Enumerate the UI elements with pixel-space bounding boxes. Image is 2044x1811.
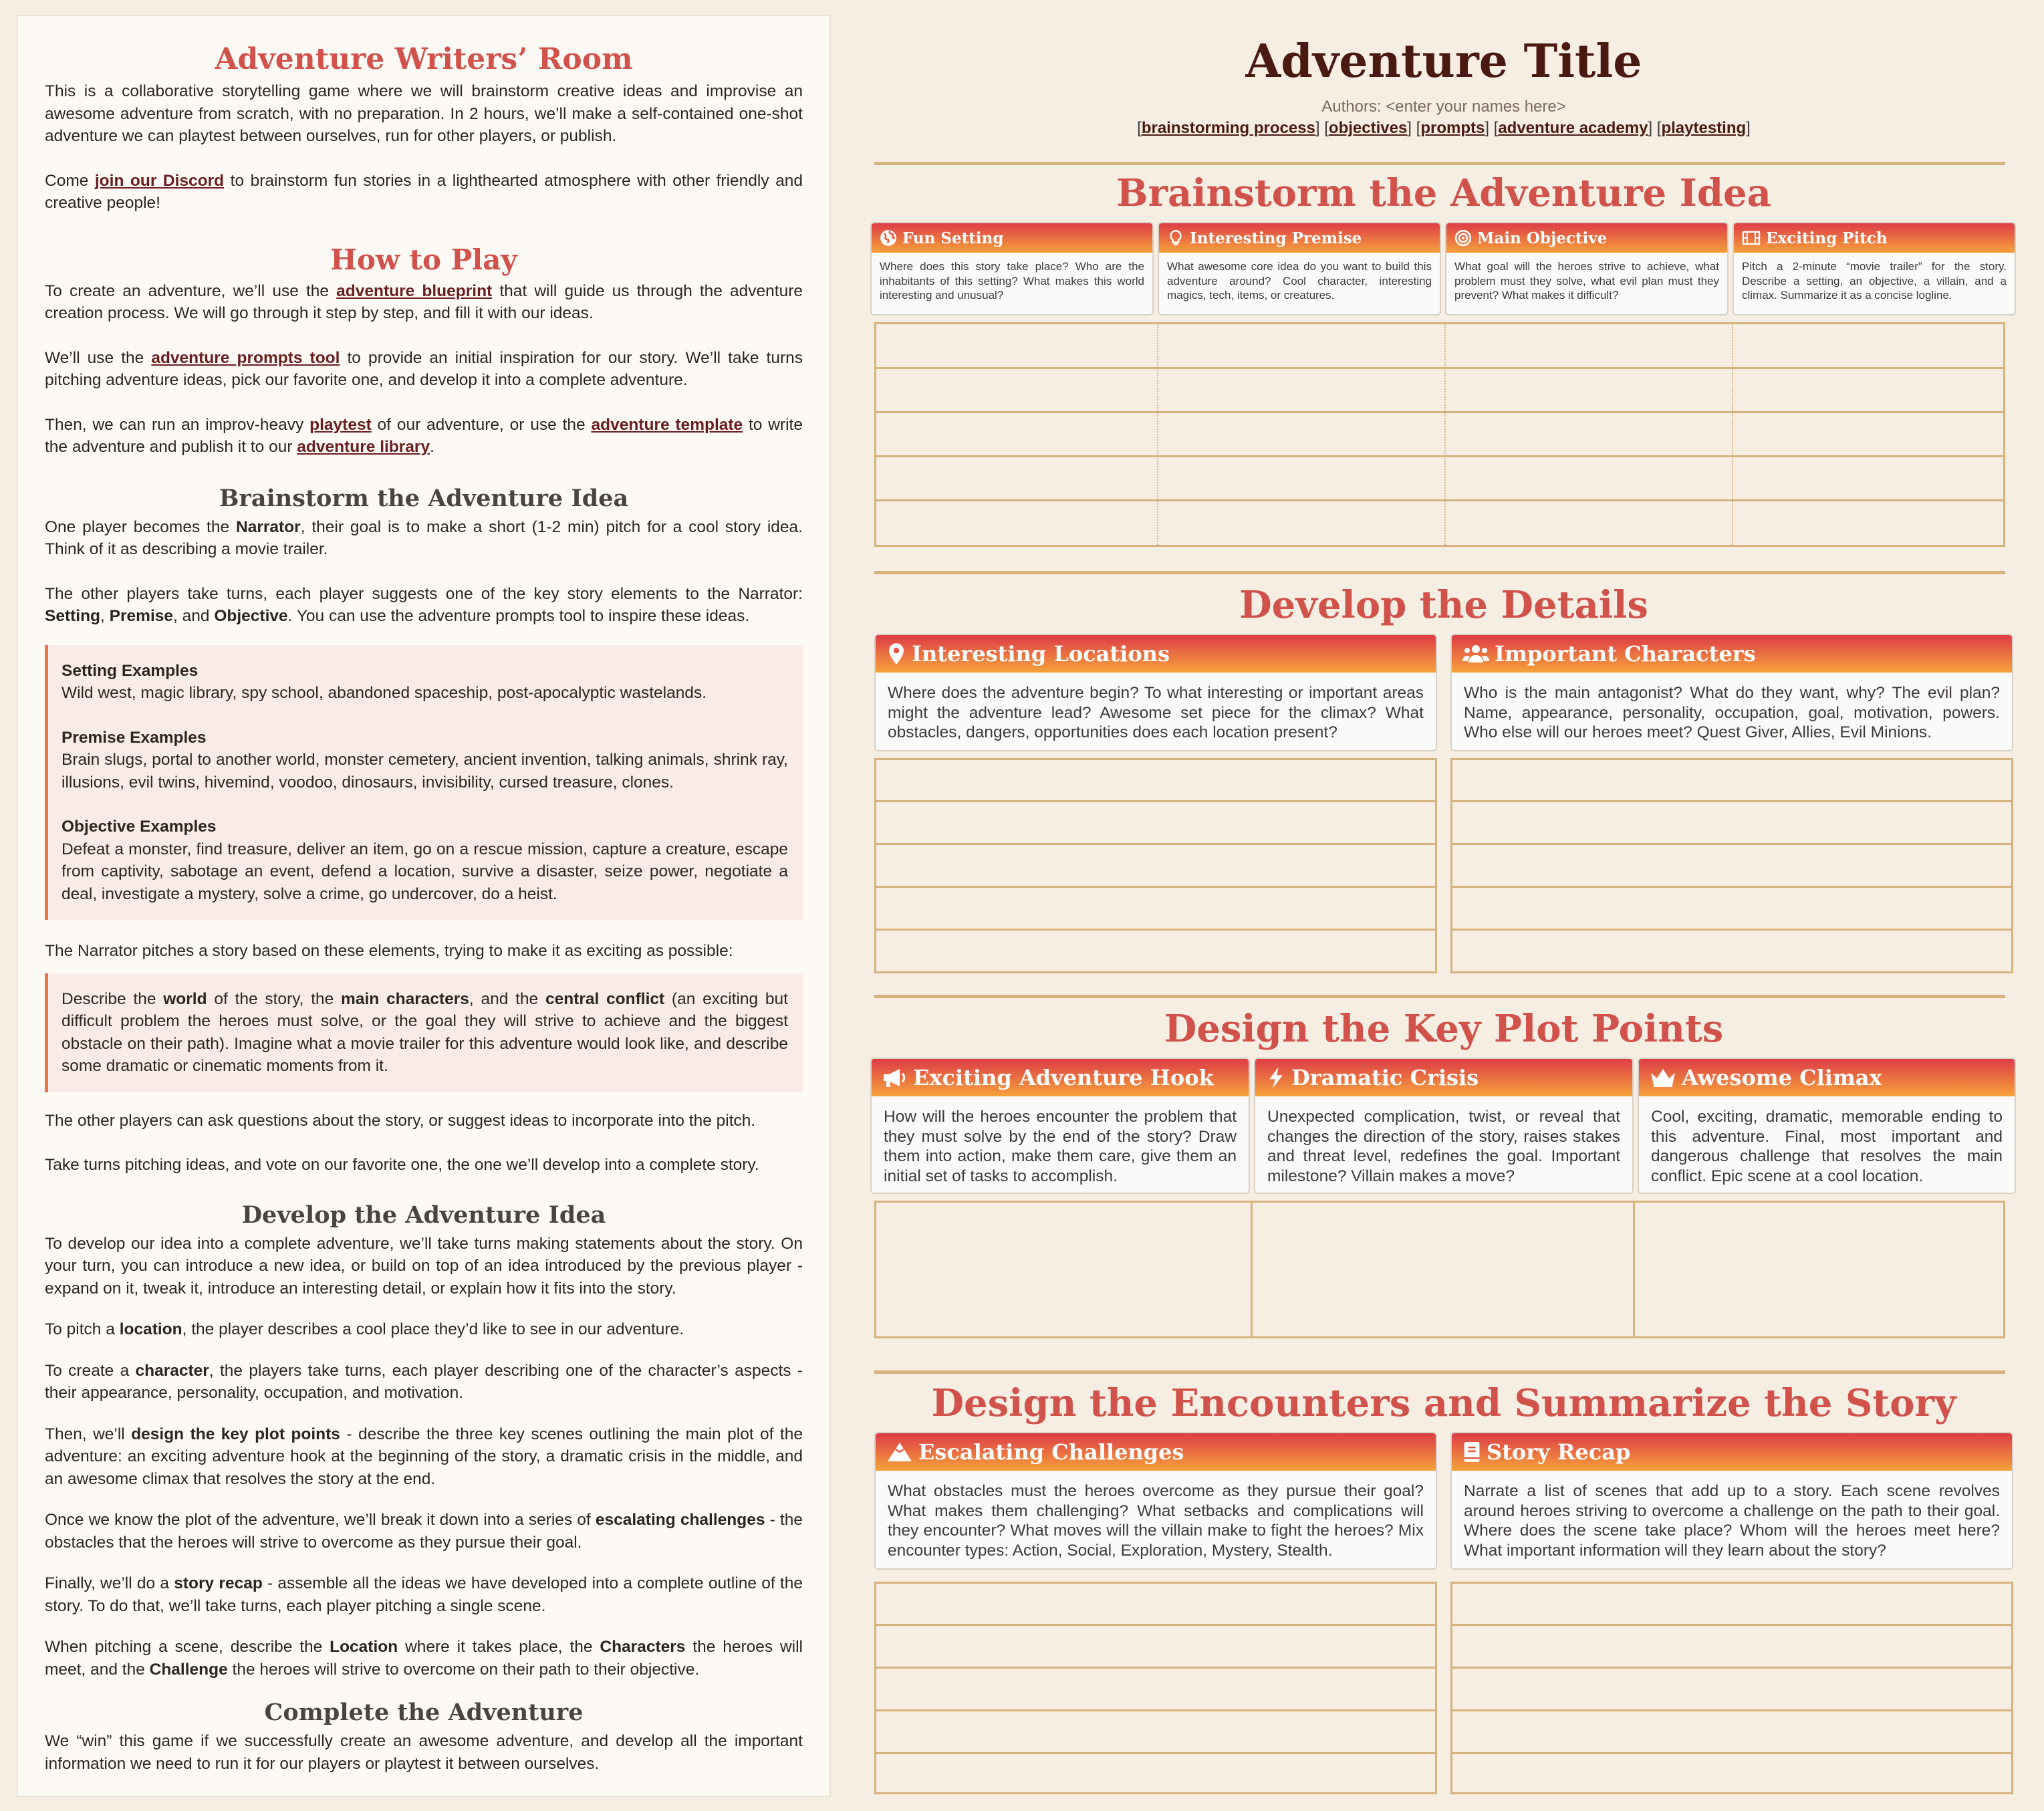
questions-paragraph: The other players can ask questions about the story, or suggest ideas to incorporate into the pitch. bbox=[45, 1111, 756, 1130]
grid-row-line bbox=[1452, 800, 2011, 802]
fun-setting-header: Fun Setting bbox=[872, 223, 1152, 253]
plot-grid[interactable] bbox=[874, 1201, 2005, 1338]
intro-paragraph: This is a collaborative storytelling game where we will brainstorm creative ideas and improvise an awesome adventure from scratch, with no preparation. In 2 hours, we’ll make a self-contained one-shot adventure we can playtest between ourselves, run for other players, or publish. bbox=[45, 82, 803, 145]
playtest-link[interactable]: playtest bbox=[309, 415, 372, 434]
section-divider bbox=[874, 995, 2005, 998]
brainstorm-section-title: Brainstorm the Adventure Idea bbox=[1116, 171, 1771, 215]
adventure-prompts-link[interactable]: adventure prompts tool bbox=[151, 348, 340, 367]
megaphone-icon bbox=[882, 1068, 908, 1088]
adventure-library-link[interactable]: adventure library bbox=[297, 438, 430, 456]
brainstorm-heading: Brainstorm the Adventure Idea bbox=[219, 484, 629, 512]
exciting-pitch-prompt: Pitch a 2-minute “movie trailer” for the story. Describe a setting, an objective, a villain, and a climax. Summarize it as a concise logline. bbox=[1742, 260, 2007, 301]
film-icon bbox=[1742, 230, 1761, 246]
awesome-climax-prompt: Cool, exciting, dramatic, memorable ending to this adventure. Final, most important and dangerous challenge that resolves the main conflict. Epic scene at a cool location. bbox=[1651, 1108, 2003, 1185]
interesting-premise-prompt: What awesome core idea do you want to build this adventure around? Cool character, interesting magics, tech, items, or creatures. bbox=[1167, 260, 1432, 301]
develop-paragraph-4: Then, we’ll design the key plot points - describe the three key scenes outlining the main plot of the adventure: an exciting adventure hook at the beginning of the story, a dramatic crisis in the middle, and an awesome climax that resolves the story at the end. bbox=[45, 1425, 803, 1488]
develop-paragraph-2: To pitch a location, the player describes a cool place they’d like to see in our adventure. bbox=[45, 1320, 684, 1338]
grid-row-line bbox=[876, 1624, 1435, 1626]
develop-heading: Develop the Adventure Idea bbox=[241, 1201, 606, 1229]
main-objective-prompt: What goal will the heroes strive to achieve, what problem must they solve, what evil plan must they prevent? What makes it difficult? bbox=[1454, 260, 1719, 301]
exciting-pitch-card bbox=[1733, 222, 2016, 316]
brainstorm-grid[interactable] bbox=[874, 322, 2005, 547]
blueprint-panel bbox=[862, 0, 2044, 1811]
grid-row-line bbox=[876, 367, 2003, 369]
discord-paragraph: Come join our Discord to brainstorm fun stories in a lighthearted atmosphere with other friendly and creative people! bbox=[45, 171, 803, 212]
important-characters-header: Important Characters bbox=[1452, 635, 2012, 673]
adventure-template-link[interactable]: adventure template bbox=[591, 415, 743, 434]
section-divider bbox=[874, 571, 2005, 574]
story-recap-card bbox=[1450, 1432, 2013, 1570]
pitch-description: Describe the world of the story, the main characters, and the central conflict (an exciting but difficult problem the heroes must solve, or the goal they will strive to achieve and the biggest obstacle on their path). Imagine what a movie trailer for this adventure would look like, and describe some dramatic or cinematic moments from it. bbox=[61, 989, 788, 1075]
objective-examples-title: Objective Examples bbox=[61, 818, 217, 836]
grid-row-line bbox=[1452, 1667, 2011, 1669]
escalating-challenges-header: Escalating Challenges bbox=[876, 1433, 1436, 1471]
adventure-hook-prompt: How will the heroes encounter the problem that they must solve by the end of the story? Draw them into action, make them care, give them an initial set of tasks to accomplish. bbox=[884, 1108, 1237, 1185]
setting-examples: Wild west, magic library, spy school, abandoned spaceship, post-apocalyptic wastelands. bbox=[61, 684, 707, 702]
main-objective-header: Main Objective bbox=[1446, 223, 1727, 253]
story-recap-header: Story Recap bbox=[1452, 1433, 2012, 1471]
important-characters-prompt: Who is the main antagonist? What do they want, why? The evil plan? Name, appearance, personality, occupation, goal, motivation, powers. Who else will our heroes meet? Quest Giver, Allies, Evil Minions. bbox=[1464, 684, 2000, 741]
book-icon bbox=[1462, 1441, 1481, 1463]
recap-grid[interactable] bbox=[1450, 1582, 2013, 1794]
how-paragraph-3: Then, we can run an improv-heavy playtest of our adventure, or use the adventure template to write the adventure and publish it to our adventure library. bbox=[45, 415, 803, 456]
important-characters-card bbox=[1450, 634, 2013, 751]
grid-row-line bbox=[876, 1752, 1435, 1754]
plot-section-title: Design the Key Plot Points bbox=[1164, 1007, 1724, 1051]
develop-paragraph-1: To develop our idea into a complete adventure, we’ll take turns making statements about the story. On your turn, you can introduce a new idea, or build on top of an idea introduced by the previous player - expand on it, tweak it, introduce an interesting detail, or explain how it fits into the story. bbox=[45, 1234, 803, 1298]
how-to-play-heading: How to Play bbox=[330, 243, 517, 276]
encounters-section-title: Design the Encounters and Summarize the Story bbox=[931, 1381, 1956, 1425]
develop-paragraph-3: To create a character, the players take turns, each player describing one of the character’s aspects - their appearance, personality, occupation, and motivation. bbox=[45, 1361, 803, 1402]
premise-examples: Brain slugs, portal to another world, monster cemetery, ancient invention, talking animals, shrink ray, illusions, evil twins, hivemind, voodoo, dinosaurs, invisibility, cursed treasure, clones. bbox=[61, 751, 788, 792]
grid-row-line bbox=[1452, 886, 2011, 888]
mountain-icon bbox=[886, 1441, 913, 1463]
grid-row-line bbox=[876, 886, 1435, 888]
complete-heading: Complete the Adventure bbox=[264, 1699, 584, 1726]
develop-paragraph-6: Finally, we’ll do a story recap - assemble all the ideas we have developed into a complete outline of the story. To do that, we’ll take turns, each player pitching a single scene. bbox=[45, 1574, 803, 1615]
grid-col-line bbox=[1732, 324, 1733, 545]
grid-row-line bbox=[1452, 1752, 2011, 1754]
how-paragraph-1: To create an adventure, we’ll use the adventure blueprint that will guide us through the adventure creation process. We will go through it step by step, and fill it with our ideas. bbox=[45, 281, 803, 322]
adventure-hook-header: Exciting Adventure Hook bbox=[872, 1059, 1249, 1096]
globe-icon bbox=[880, 229, 897, 247]
grid-row-line bbox=[876, 411, 2003, 413]
objectives-link[interactable]: objectives bbox=[1328, 119, 1408, 137]
brainstorm-paragraph-2: The other players take turns, each player suggests one of the key story elements to the Narrator: Setting, Premise, and Objective. You can use the adventure prompts tool to inspire these ideas. bbox=[45, 584, 803, 625]
interesting-premise-header: Interesting Premise bbox=[1159, 223, 1440, 253]
dramatic-crisis-prompt: Unexpected complication, twist, or reveal that changes the direction of the story, raises stakes and threat level, redefines the goal. Important milestone? Villain makes a move? bbox=[1267, 1108, 1620, 1185]
grid-row-line bbox=[876, 499, 2003, 501]
fun-setting-card bbox=[870, 222, 1154, 316]
characters-grid[interactable] bbox=[1450, 758, 2013, 973]
prompts-link[interactable]: prompts bbox=[1420, 119, 1485, 137]
dramatic-crisis-header: Dramatic Crisis bbox=[1255, 1059, 1632, 1096]
users-icon bbox=[1462, 644, 1489, 664]
narrator-pitch-paragraph: The Narrator pitches a story based on these elements, trying to make it as exciting as possible: bbox=[45, 942, 733, 960]
playtesting-link[interactable]: playtesting bbox=[1661, 119, 1747, 137]
target-icon bbox=[1454, 229, 1472, 247]
grid-row-line bbox=[876, 1667, 1435, 1669]
grid-row-line bbox=[1452, 1624, 2011, 1626]
grid-col-line bbox=[1251, 1203, 1253, 1336]
pitch-callout bbox=[45, 973, 803, 1092]
escalating-challenges-card bbox=[874, 1432, 1437, 1570]
adventure-hook-card bbox=[870, 1058, 1250, 1194]
section-divider bbox=[874, 1370, 2005, 1374]
grid-row-line bbox=[876, 1709, 1435, 1711]
challenges-grid[interactable] bbox=[874, 1582, 1437, 1794]
grid-row-line bbox=[876, 929, 1435, 931]
main-objective-card bbox=[1445, 222, 1729, 316]
map-pin-icon bbox=[886, 642, 906, 665]
grid-row-line bbox=[1452, 1709, 2011, 1711]
grid-col-line bbox=[1157, 324, 1158, 545]
discord-link[interactable]: join our Discord bbox=[94, 171, 225, 190]
section-divider bbox=[874, 162, 2005, 165]
grid-row-line bbox=[876, 843, 1435, 845]
interesting-locations-card bbox=[874, 634, 1437, 751]
develop-paragraph-5: Once we know the plot of the adventure, we’ll break it down into a series of escalating challenges - the obstacles that the heroes will strive to overcome as they pursue their goal. bbox=[45, 1511, 803, 1552]
complete-paragraph: We “win” this game if we successfully create an awesome adventure, and develop all the important information we need to run it for our players or playtest it between ourselves. bbox=[45, 1732, 803, 1773]
develop-paragraph-7: When pitching a scene, describe the Location where it takes place, the Characters the heroes will meet, and the Challenge the heroes will strive to overcome on their path to their objective. bbox=[45, 1638, 803, 1679]
crown-icon bbox=[1650, 1068, 1676, 1088]
grid-col-line bbox=[1444, 324, 1446, 545]
how-paragraph-2: We’ll use the adventure prompts tool to provide an initial inspiration for our story. We’ll take turns pitching adventure ideas, pick our favorite one, and develop it into a complete adventure. bbox=[45, 348, 803, 389]
authors-line[interactable]: Authors: <enter your names here> bbox=[1321, 98, 1566, 116]
grid-row-line bbox=[876, 800, 1435, 802]
adventure-academy-link[interactable]: adventure academy bbox=[1498, 119, 1648, 137]
brainstorm-paragraph-1: One player becomes the Narrator, their goal is to make a short (1-2 min) pitch for a cool story idea. Think of it as describing a movie trailer. bbox=[45, 517, 803, 558]
exciting-pitch-header: Exciting Pitch bbox=[1734, 223, 2015, 253]
interesting-locations-header: Interesting Locations bbox=[876, 635, 1436, 673]
dramatic-crisis-card bbox=[1254, 1058, 1634, 1194]
lightbulb-icon bbox=[1167, 229, 1184, 247]
grid-row-line bbox=[1452, 843, 2011, 845]
details-section-title: Develop the Details bbox=[1239, 583, 1648, 627]
links-row: [brainstorming process] [objectives] [prompts] [adventure academy] [playtesting] bbox=[1137, 119, 1751, 137]
adventure-blueprint-link[interactable]: adventure blueprint bbox=[336, 281, 493, 300]
objective-examples: Defeat a monster, find treasure, deliver an item, go on a rescue mission, capture a creature, escape from captivity, sabotage an event, defend a location, survive a disaster, seize power, negotiate a deal, investigate a mystery, solve a crime, go undercover, do a heist. bbox=[61, 840, 788, 903]
locations-grid[interactable] bbox=[874, 758, 1437, 973]
lightning-icon bbox=[1266, 1066, 1286, 1089]
fun-setting-prompt: Where does this story take place? Who are the inhabitants of this setting? What makes this world interesting and unusual? bbox=[880, 260, 1144, 301]
rules-panel bbox=[17, 15, 831, 1797]
brainstorming-process-link[interactable]: brainstorming process bbox=[1141, 119, 1315, 137]
premise-examples-title: Premise Examples bbox=[61, 728, 207, 747]
grid-row-line bbox=[1452, 929, 2011, 931]
setting-examples-title: Setting Examples bbox=[61, 661, 199, 680]
grid-col-line bbox=[1633, 1203, 1635, 1336]
interesting-premise-card bbox=[1158, 222, 1441, 316]
grid-row-line bbox=[876, 455, 2003, 457]
awesome-climax-card bbox=[1638, 1058, 2016, 1194]
story-recap-prompt: Narrate a list of scenes that add up to a story. Each scene revolves around heroes striving to overcome a challenge on the path to their goal. Where does the scene take place? Whom will the heroes meet here? What important information will they learn about the story? bbox=[1464, 1482, 2000, 1560]
rules-title: Adventure Writers’ Room bbox=[215, 42, 633, 76]
awesome-climax-header: Awesome Climax bbox=[1639, 1059, 2015, 1096]
adventure-title[interactable]: Adventure Title bbox=[1245, 35, 1642, 88]
examples-callout bbox=[45, 645, 803, 921]
interesting-locations-prompt: Where does the adventure begin? To what interesting or important areas might the adventure lead? Awesome set piece for the climax? What obstacles, dangers, opportunities does each location present? bbox=[888, 684, 1424, 741]
vote-paragraph: Take turns pitching ideas, and vote on our favorite one, the one we’ll develop into a complete story. bbox=[45, 1156, 759, 1174]
escalating-challenges-prompt: What obstacles must the heroes overcome as they pursue their goal? What makes them challenging? What setbacks and complications will they encounter? What moves will the villain make to fight the heroes? Mix encounter types: Action, Social, Exploration, Mystery, Stealth. bbox=[888, 1482, 1424, 1560]
